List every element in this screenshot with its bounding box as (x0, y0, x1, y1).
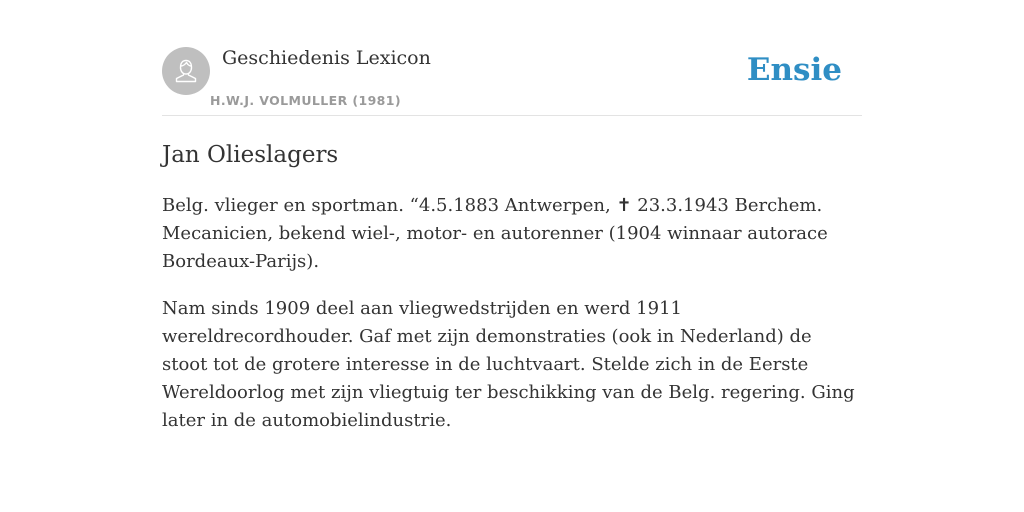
entry-title: Jan Olieslagers (162, 142, 339, 168)
source-avatar[interactable] (162, 47, 210, 95)
entry-paragraph-2: Nam sinds 1909 deel aan vliegwedstrijden en werd 1911 wereldrecordhouder. Gaf met zijn demonstraties (ook in Nederland) de stoot tot de grotere interesse in de luchtvaart. Stelde zich in de Eerste Wereldoorlog met zijn vliegtuig ter beschikking van de Belg. regering. Ging later in de automobielindustrie. (162, 298, 855, 431)
source-title-link[interactable]: Geschiedenis Lexicon (222, 47, 431, 69)
ensie-logo-link[interactable]: Ensie (746, 52, 842, 88)
entry-paragraph-1: Belg. vlieger en sportman. “4.5.1883 Antwerpen, ✝ 23.3.1943 Berchem. Mecanicien, bekend wiel-, motor- en autorenner (1904 winnaar autorace Bordeaux-Parijs). (162, 195, 828, 272)
entry-body (162, 192, 862, 454)
user-icon (171, 56, 201, 86)
source-header (162, 46, 862, 116)
header-divider (162, 115, 862, 116)
source-author[interactable]: H.W.J. VOLMULLER (1981) (210, 93, 401, 108)
